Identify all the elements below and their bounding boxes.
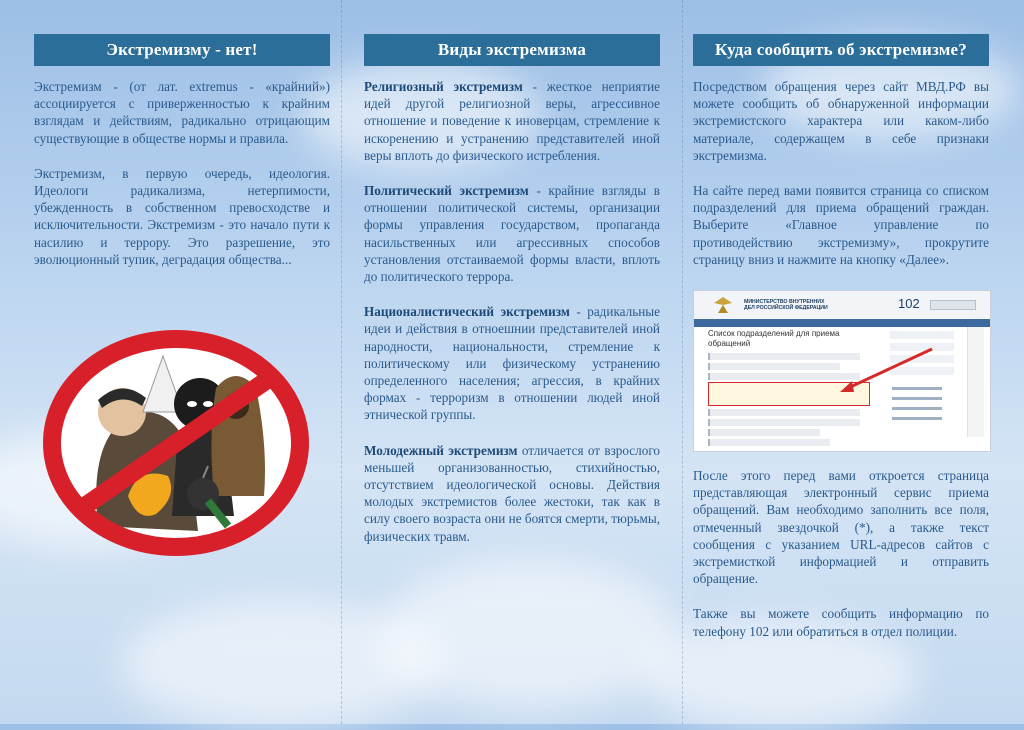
arrow-icon — [694, 291, 990, 451]
section-header: Виды экстремизма — [364, 34, 660, 66]
section-header: Куда сообщить об экстремизме? — [693, 34, 989, 66]
column-intro — [34, 34, 330, 268]
type-term: Религиозный экстремизм — [364, 79, 523, 94]
intro-paragraph: Экстремизм - (от лат. extremus - «крайний») ассоциируется с приверженностью к крайним взглядам и действиям, радикально отрицающим существующие в обществе нормы и правила. — [34, 79, 330, 146]
type-paragraph — [364, 78, 660, 164]
type-paragraph — [364, 182, 660, 285]
report-paragraph: После этого перед вами откроется страница представляющая электронный сервис приема обращений. Вам необходимо заполнить все поля, отмеченный звездочкой (*), а также текст сообщения с указанием URL-адресов сайтов с экстремисткой информацией и отправить обращение. — [693, 468, 989, 587]
hotline-number: 102 — [898, 296, 920, 311]
type-paragraph — [364, 442, 660, 545]
section-header: Экстремизму - нет! — [34, 34, 330, 66]
column-types — [364, 34, 660, 545]
type-term: Молодежный экстремизм — [364, 442, 518, 458]
type-description: - радикальные идеи и действия в отноешнии представителей иной народности, национальности, стремление к политическому или физическому устранению определенного населения; агрессия, в крайних формах - терроризм в отношении людей иной этнической группы. — [364, 304, 660, 423]
ministry-name: МИНИСТЕРСТВО ВНУТРЕННИХ ДЕЛ РОССИЙСКОЙ ФЕДЕРАЦИИ — [744, 299, 828, 311]
report-paragraph: На сайте перед вами появится страница со списком подразделений для приема обращений граждан. Выберите «Главное управление по противодействию экстремизму», прокрутите страницу вниз и нажмите на кнопку «Далее». — [693, 183, 989, 267]
type-description: - жесткое неприятие идей другой религиозной веры, агрессивное отношение и поведение к иноверцам, стремление к искоренению и устранению представителей иной веры вплоть до физического истребления. — [364, 79, 660, 163]
intro-paragraph: Экстремизм, в первую очередь, идеология. Идеологи радикализма, нетерпимости, убежденность в собственном превосходстве и исключительности. Экстремизм - это начало пути к насилию и террору. Это разрешение, это эволюционный тупик, деградация общества... — [34, 165, 330, 267]
type-term: Националистический экстремизм — [364, 304, 570, 320]
column-report — [693, 34, 989, 268]
report-paragraph: Посредством обращения через сайт МВД.РФ вы можете сообщить об обнаруженной информации экстремистского характера или каком-либо материале, содержащем в себе признаки экстремизма. — [693, 79, 989, 163]
report-paragraph: Также вы можете сообщить информацию по телефону 102 или обратиться в отдел полиции. — [693, 606, 989, 639]
fold-line — [341, 0, 342, 724]
fold-line — [682, 0, 683, 724]
list-title: Список подразделений для приема обращений — [708, 329, 840, 348]
website-screenshot — [693, 290, 991, 452]
prohibition-sign-illustration — [38, 326, 314, 560]
type-term: Политический экстремизм — [364, 183, 529, 199]
column-report-continued — [693, 467, 989, 640]
type-description: отличается от взрослого меньшей организованностью, стихийностью, отсутствием идеологической основы. Действия молодых экстремистов более жестоки, так как в силу своего возраста они не боятся смерти, тюрьмы, физических травм. — [364, 442, 660, 544]
type-description: - крайние взгляды в отношении политической системы, организации формы управления государством, пропаганда насильственных или агрессивных способов установления отстаиваемой формы власти, вплоть до политического террора. — [364, 183, 660, 285]
type-paragraph — [364, 303, 660, 423]
cloud — [380, 560, 680, 710]
